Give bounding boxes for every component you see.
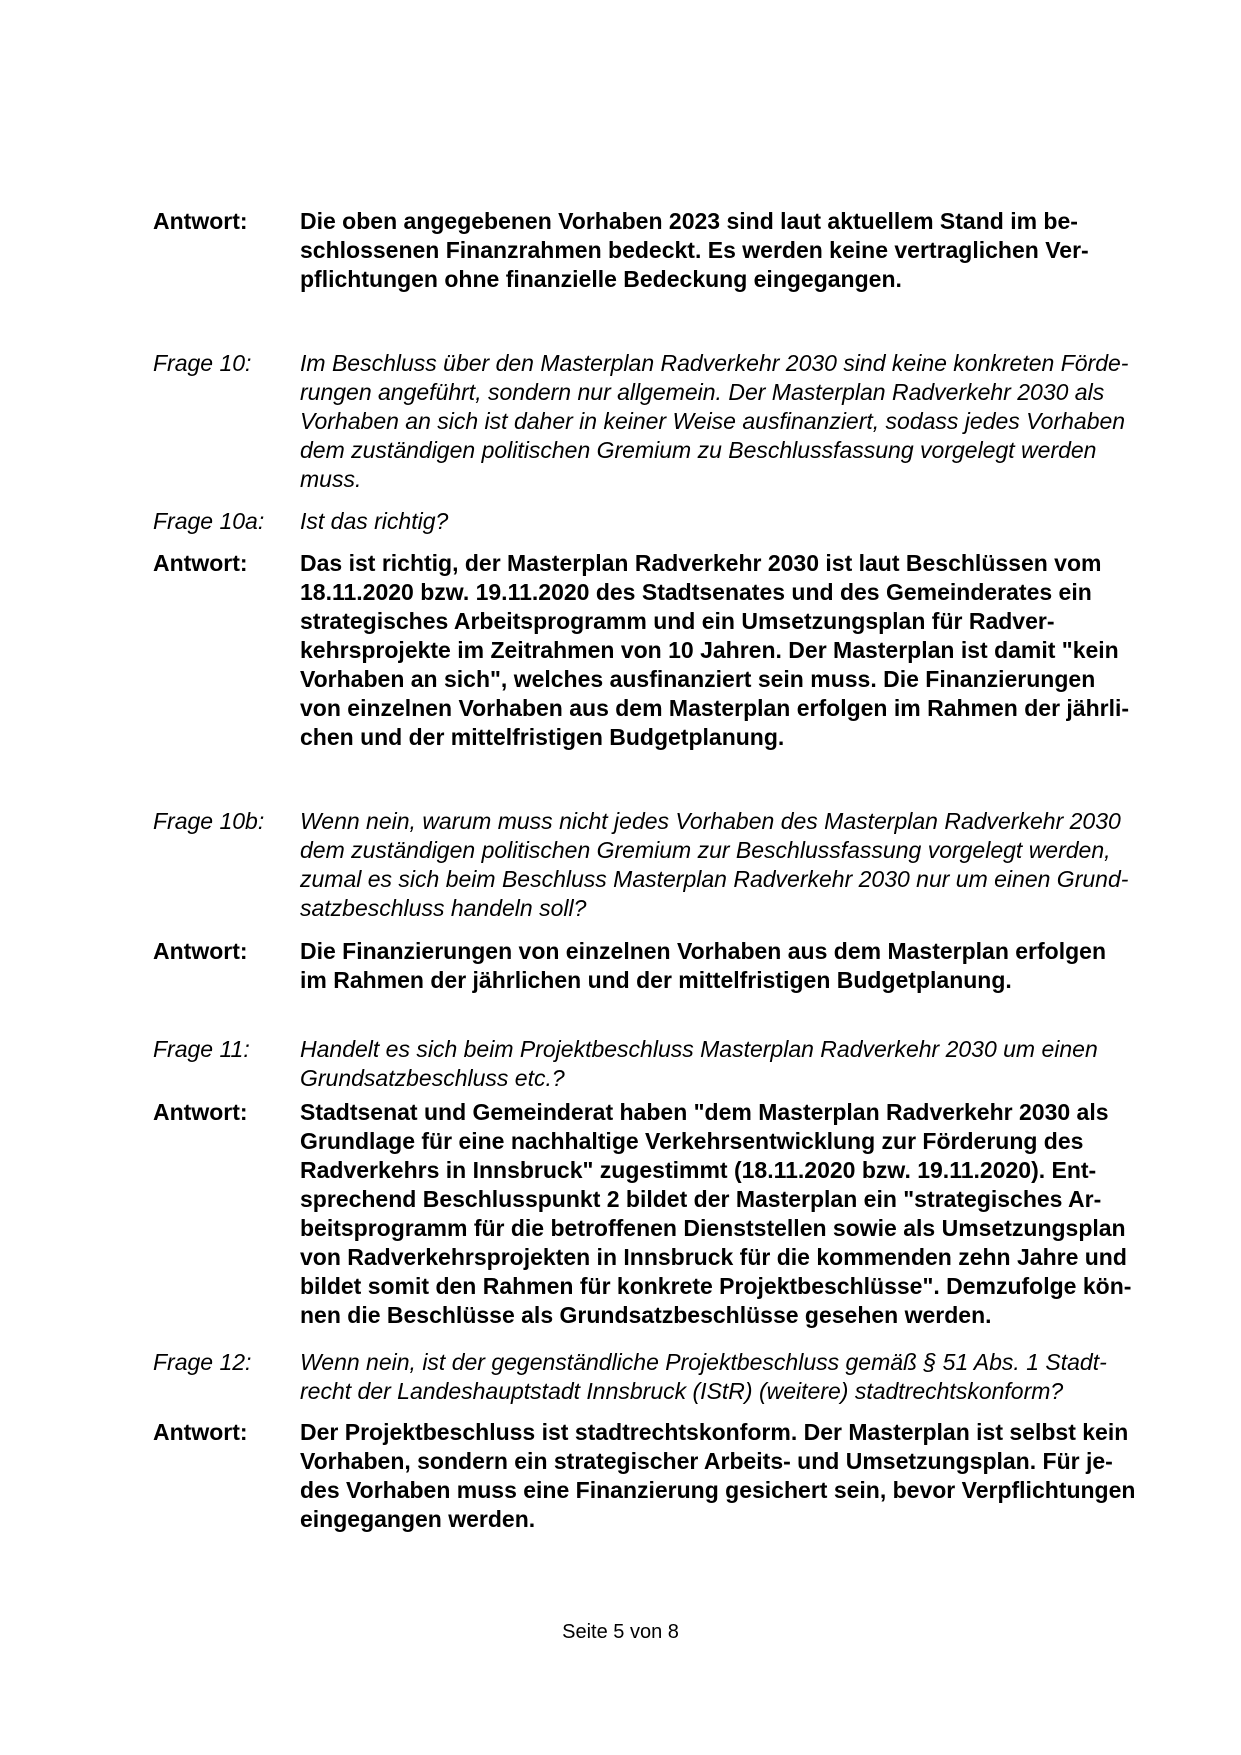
- question-block: [153, 807, 1143, 923]
- entry-label: Frage 10a:: [153, 508, 265, 534]
- entry-text: Handelt es sich beim Projektbeschluss Masterplan Radverkehr 2030 um einen Grundsatzbeschluss etc.?: [300, 1036, 1098, 1091]
- entry-label: Antwort:: [153, 938, 248, 964]
- question-block: [153, 1348, 1143, 1406]
- entry-label: Frage 10:: [153, 350, 252, 376]
- entry-text: Die oben angegebenen Vorhaben 2023 sind laut aktuellem Stand im be- schlossenen Finanzrahmen bedeckt. Es werden keine vertraglichen Ver- pflichtungen ohne finanzielle Bedeckung eingegangen.: [300, 208, 1089, 292]
- entry-label: Antwort:: [153, 1419, 248, 1445]
- answer-block: [153, 1418, 1143, 1534]
- page-number: Seite 5 von 8: [562, 1621, 679, 1643]
- entry-text: Der Projektbeschluss ist stadtrechtskonform. Der Masterplan ist selbst kein Vorhaben, sondern ein strategischer Arbeits- und Umsetzungsplan. Für je- des Vorhaben muss eine Finanzierung gesichert sein, bevor Verpflichtungen eingegangen werden.: [300, 1419, 1136, 1532]
- question-block: [153, 349, 1143, 494]
- entry-label: Frage 11:: [153, 1036, 250, 1062]
- question-block: [153, 507, 1143, 536]
- entry-label: Frage 12:: [153, 1349, 252, 1375]
- entry-text: Wenn nein, warum muss nicht jedes Vorhaben des Masterplan Radverkehr 2030 dem zuständigen politischen Gremium zur Beschlussfassung vorgelegt werden, zumal es sich beim Beschluss Masterplan Radverkehr 2030 nur um einen Grund- satzbeschluss handeln soll?: [300, 808, 1129, 921]
- entry-text: Ist das richtig?: [300, 508, 449, 534]
- entry-text: Stadtsenat und Gemeinderat haben "dem Masterplan Radverkehr 2030 als Grundlage für eine nachhaltige Verkehrsentwicklung zur Förderung des Radverkehrs in Innsbruck" zugestimmt (18.11.2020 bzw. 19.11.2020). Ent- sprechend Beschlusspunkt 2 bildet der Masterplan ein "strategisches Ar- beitsprogramm für die betroffenen Dienststellen sowie als Umsetzungsplan von Radverkehrsprojekten in Innsbruck für die kommenden zehn Jahre und bildet somit den Rahmen für konkrete Projektbeschlüsse". Demzufolge kön- nen die Beschlüsse als Grundsatzbeschlüsse gesehen werden.: [300, 1099, 1132, 1328]
- entry-label: Antwort:: [153, 550, 248, 576]
- answer-block: [153, 207, 1143, 294]
- answer-block: [153, 549, 1143, 752]
- entry-label: Antwort:: [153, 208, 248, 234]
- answer-block: [153, 1098, 1143, 1330]
- question-block: [153, 1035, 1143, 1093]
- answer-block: [153, 937, 1143, 995]
- entry-text: Die Finanzierungen von einzelnen Vorhaben aus dem Masterplan erfolgen im Rahmen der jährlichen und der mittelfristigen Budgetplanung.: [300, 938, 1106, 993]
- entry-label: Antwort:: [153, 1099, 248, 1125]
- entry-label: Frage 10b:: [153, 808, 265, 834]
- entry-text: Im Beschluss über den Masterplan Radverkehr 2030 sind keine konkreten Förde- rungen angeführt, sondern nur allgemein. Der Masterplan Radverkehr 2030 als Vorhaben an sich ist daher in keiner Weise ausfinanziert, sodass jedes Vorhaben dem zuständigen politischen Gremium zu Beschlussfassung vorgelegt werden muss.: [300, 350, 1129, 492]
- entry-text: Wenn nein, ist der gegenständliche Projektbeschluss gemäß § 51 Abs. 1 Stadt- recht der Landeshauptstadt Innsbruck (IStR) (weitere) stadtrechtskonform?: [300, 1349, 1107, 1404]
- entry-text: Das ist richtig, der Masterplan Radverkehr 2030 ist laut Beschlüssen vom 18.11.2020 bzw. 19.11.2020 des Stadtsenates und des Gemeinderates ein strategisches Arbeitsprogramm und ein Umsetzungsplan für Radver- kehrsprojekte im Zeitrahmen von 10 Jahren. Der Masterplan ist damit "kein Vorhaben an sich", welches ausfinanziert sein muss. Die Finanzierungen von einzelnen Vorhaben aus dem Masterplan erfolgen im Rahmen der jährli- chen und der mittelfristigen Budgetplanung.: [300, 550, 1130, 750]
